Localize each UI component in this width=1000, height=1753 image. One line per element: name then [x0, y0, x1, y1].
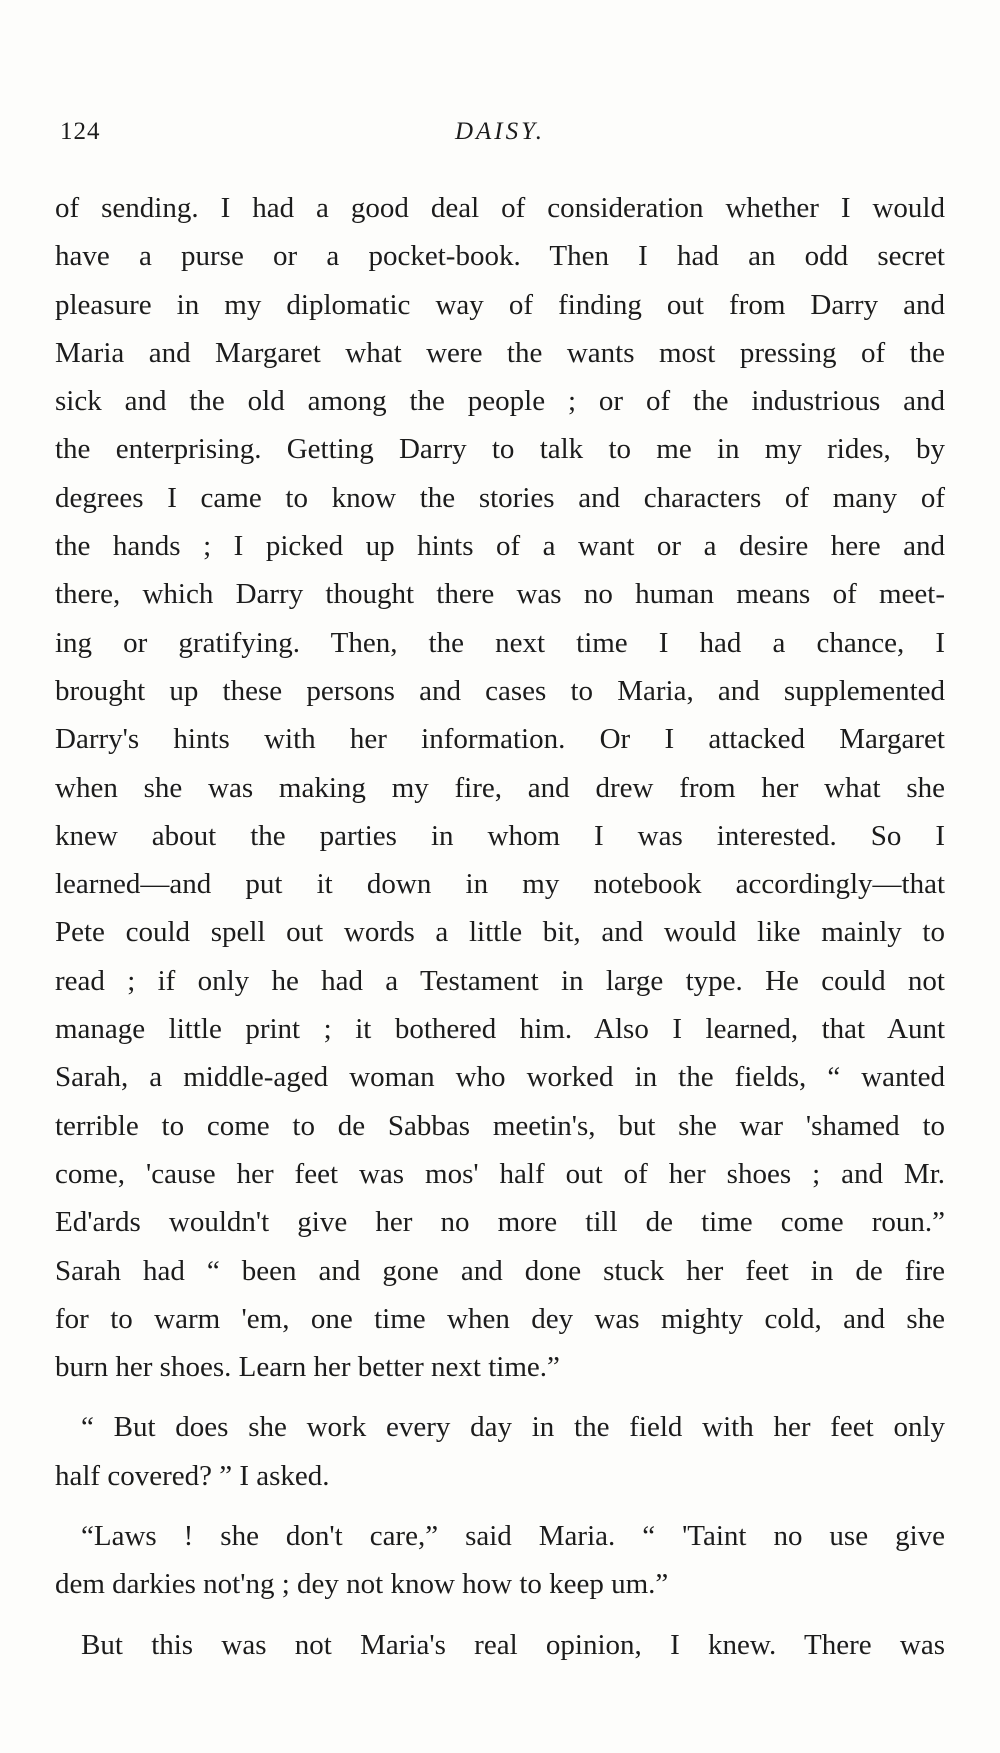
text-line: pleasure in my diplomatic way of finding out from Darry and [55, 288, 945, 321]
running-head [60, 118, 940, 152]
text-line: But this was not Maria's real opinion, I knew. There was [81, 1628, 945, 1661]
text-line: “Laws ! she don't care,” said Maria. “ 'Taint no use give [81, 1520, 945, 1553]
text-line: brought up these persons and cases to Maria, and supplemented [55, 674, 945, 707]
paragraph [55, 1621, 945, 1669]
paragraph [55, 1403, 945, 1500]
running-title: DAISY. [454, 118, 545, 145]
text-line: Darry's hints with her information. Or I attacked Margaret [55, 723, 945, 756]
text-line: degrees I came to know the stories and characters of many of [55, 481, 945, 514]
text-line: the hands ; I picked up hints of a want or a desire here and [55, 530, 945, 563]
text-line: Ed'ards wouldn't give her no more till de time come roun.” [55, 1206, 945, 1239]
text-line: Sarah had “ been and gone and done stuck her feet in de fire [55, 1254, 945, 1287]
text-line: dem darkies not'ng ; dey not know how to keep um.” [55, 1568, 669, 1601]
text-line: ing or gratifying. Then, the next time I had a chance, I [55, 626, 945, 659]
text-line: learned—and put it down in my notebook accordingly—that [55, 868, 945, 901]
text-line: when she was making my fire, and drew from her what she [55, 771, 945, 804]
paragraph-gap [55, 1500, 945, 1512]
paragraph-gap [55, 1609, 945, 1621]
paragraph [55, 1512, 945, 1609]
text-line: Sarah, a middle-aged woman who worked in the fields, “ wanted [55, 1061, 945, 1094]
text-line: come, 'cause her feet was mos' half out of her shoes ; and Mr. [55, 1157, 945, 1190]
text-line: “ But does she work every day in the field with her feet only [81, 1411, 945, 1444]
page-number: 124 [60, 118, 101, 145]
text-line: for to warm 'em, one time when dey was mighty cold, and she [55, 1302, 945, 1335]
text-line: the enterprising. Getting Darry to talk to me in my rides, by [55, 433, 945, 466]
paragraph-gap [55, 1391, 945, 1403]
paragraph [55, 184, 945, 1391]
text-line: manage little print ; it bothered him. Also I learned, that Aunt [55, 1013, 945, 1046]
text-line: Maria and Margaret what were the wants most pressing of the [55, 336, 945, 369]
text-line: half covered? ” I asked. [55, 1459, 330, 1492]
text-line: have a purse or a pocket-book. Then I had an odd secret [55, 240, 945, 273]
text-line: burn her shoes. Learn her better next time.” [55, 1351, 560, 1384]
text-line: sick and the old among the people ; or of the industrious and [55, 385, 945, 418]
text-line: Pete could spell out words a little bit, and would like mainly to [55, 916, 945, 949]
body-text [55, 184, 945, 1669]
text-line: of sending. I had a good deal of consideration whether I would [55, 192, 945, 224]
text-line: terrible to come to de Sabbas meetin's, but she war 'shamed to [55, 1109, 945, 1142]
text-line: there, which Darry thought there was no human means of meet- [55, 578, 945, 611]
text-line: knew about the parties in whom I was interested. So I [55, 819, 945, 852]
text-line: read ; if only he had a Testament in large type. He could not [55, 964, 945, 997]
